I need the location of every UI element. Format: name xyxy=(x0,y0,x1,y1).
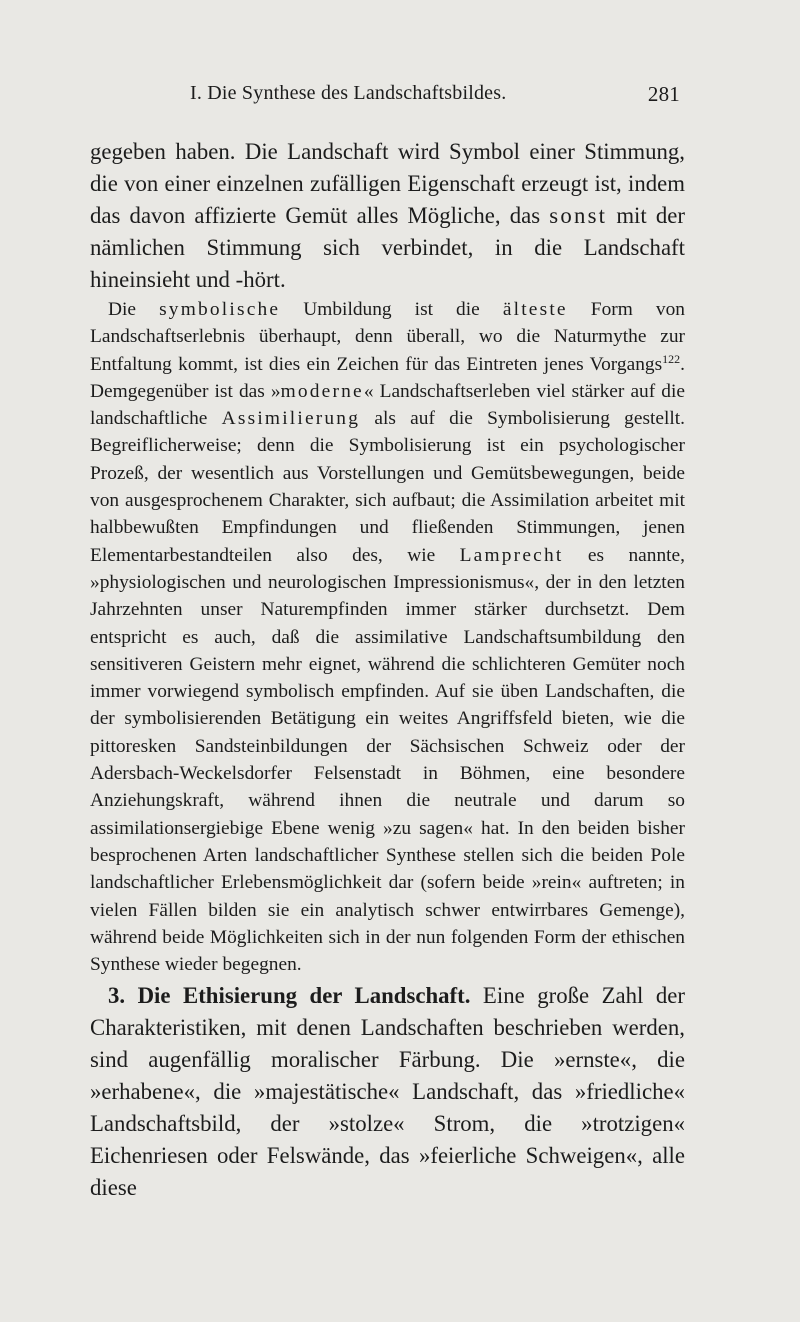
paragraph-2 xyxy=(90,296,685,978)
text-run: Form von Landschaftserlebnis überhaupt, denn überall, wo die Naturmythe zur Entfaltung kommt, ist dies ein Zeichen für das Eintreten jenes Vorgangs xyxy=(90,299,685,375)
text-run: mit der nämlichen Stimmung sich verbindet, in die Landschaft hineinsieht und -hört. xyxy=(90,203,685,292)
text-run: Eine große Zahl der Charakteristiken, mit denen Landschaften beschrieben werden, sind augenfällig moralischer Färbung. Die »ernste«, die »erhabene«, die »majestätische« Landschaft, das »friedliche« Landschaftsbild, der »stolze« Strom, die »trotzigen« Eichenriesen oder Felswände, das »feierliche Schweigen«, alle diese xyxy=(90,983,685,1201)
footnote-ref: 122 xyxy=(662,351,681,366)
running-title: I. Die Synthese des Landschaftsbildes. xyxy=(190,82,507,104)
spaced-emphasis: moderne xyxy=(280,380,364,402)
paragraph-3 xyxy=(90,980,685,1204)
text-run: es nannte, »physiologischen und neurologischen Impressionismus«, der in den letzten Jahrzehnten unser Naturempfinden immer stärker durchsetzt. Dem entspricht es auch, daß die assimilative Landschaftsumbildung den sensitiveren Geistern mehr eignet, während die schlichteren Gemüter noch immer vorwiegend symbolisch empfinden. Auf sie üben Landschaften, die der symbolisierenden Betätigung ein weites Angriffsfeld bieten, wie die pittoresken Sandsteinbildungen der Sächsischen Schweiz oder der Adersbach-Weckelsdorfer Felsenstadt in Böhmen, eine besondere Anziehungskraft, während ihnen die neutrale und darum so assimilationsergiebige Ebene wenig »zu sagen« hat. In den beiden bisher besprochenen Arten landschaftlicher Synthese stellen sich die beiden Pole landschaftlicher Erlebensmöglichkeit dar (sofern beide »rein« auftreten; in vielen Fällen bilden sie ein analytisch schwer entwirrbares Gemenge), während beide Möglichkeiten sich in der nun folgenden Form der ethischen Synthese wieder begegnen. xyxy=(90,544,685,976)
text-run: als auf die Symbolisierung gestellt. Begreiflicherweise; denn die Symbolisierung ist ein psychologischer Prozeß, der wesentlich aus Vorstellungen und Gemütsbewegungen, beide von ausgesprochenem Charakter, sich aufbaut; die Assimilation arbeitet mit halbbewußten Empfindungen und fließenden Stimmungen, jenen Elementarbestandteilen also des, wie xyxy=(90,408,686,566)
section-heading: 3. Die Ethisierung der Landschaft. xyxy=(108,983,471,1009)
text-run: Umbildung ist die xyxy=(280,299,503,320)
paragraph-1 xyxy=(90,136,685,296)
page-number: 281 xyxy=(647,82,680,106)
spaced-emphasis: sonst xyxy=(549,203,608,228)
text-run: Die xyxy=(108,299,160,320)
spaced-emphasis: Assimilierung xyxy=(221,408,361,430)
spaced-emphasis: älteste xyxy=(502,299,568,320)
text-run: . Demgegenüber ist das » xyxy=(90,353,685,402)
text-run: gegeben haben. Die Landschaft wird Symbol einer Stimmung, die von einer einzelnen zufälligen Eigenschaft erzeugt ist, indem das davon affizierte Gemüt alles Mögliche, das xyxy=(90,139,685,228)
spaced-emphasis: symbolische xyxy=(159,299,281,320)
body-text xyxy=(90,136,685,1204)
spaced-emphasis: Lamprecht xyxy=(459,544,564,566)
text-run: « Landschaftserleben viel stärker auf die landschaftliche xyxy=(90,380,685,430)
